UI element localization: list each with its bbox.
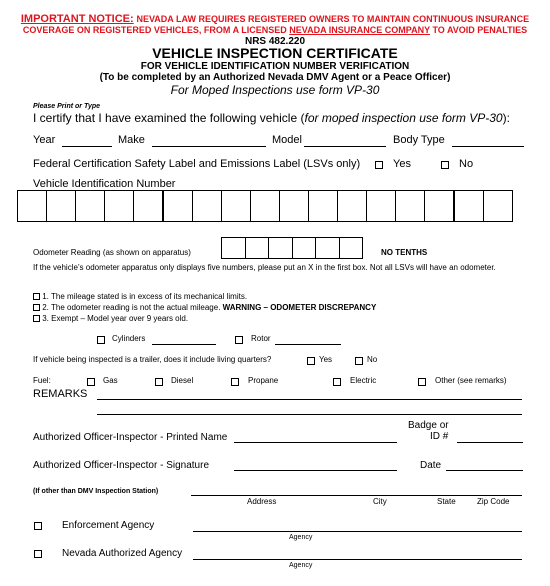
model-field[interactable] bbox=[304, 146, 386, 147]
nevada-agency-caption: Agency bbox=[289, 562, 313, 569]
nevada-agency-label: Nevada Authorized Agency bbox=[62, 548, 183, 559]
moped-note: For Moped Inspections use form VP-30 bbox=[170, 83, 380, 97]
odometer-digit-box[interactable] bbox=[315, 237, 340, 259]
body-type-field[interactable] bbox=[452, 146, 524, 147]
enforcement-agency-checkbox[interactable] bbox=[34, 522, 42, 530]
nevada-agency-field[interactable] bbox=[193, 559, 522, 560]
fuel-propane-label: Propane bbox=[248, 376, 279, 385]
odometer-digit-box[interactable] bbox=[221, 237, 246, 259]
rotor-checkbox[interactable] bbox=[235, 336, 243, 344]
fuel-gas-checkbox[interactable] bbox=[87, 378, 95, 386]
make-label: Make bbox=[118, 134, 145, 146]
odometer-digit-box[interactable] bbox=[268, 237, 293, 259]
station-address-line[interactable] bbox=[191, 495, 522, 496]
completion-note: (To be completed by an Authorized Nevada DMV Agent or a Peace Officer) bbox=[99, 72, 451, 83]
page-subtitle: FOR VEHICLE IDENTIFICATION NUMBER VERIFICATION bbox=[140, 61, 410, 72]
certify-statement bbox=[33, 111, 510, 125]
trailer-question: If vehicle being inspected is a trailer, does it include living quarters? bbox=[33, 355, 272, 364]
odometer-digit-box[interactable] bbox=[245, 237, 270, 259]
trailer-no-label: No bbox=[367, 355, 378, 364]
lsv-yes-checkbox[interactable] bbox=[375, 161, 383, 169]
odometer-label: Odometer Reading (as shown on apparatus) bbox=[33, 248, 191, 257]
trailer-yes-label: Yes bbox=[319, 355, 333, 364]
fuel-other-checkbox[interactable] bbox=[418, 378, 426, 386]
date-field[interactable] bbox=[446, 470, 523, 471]
officer-signature-field[interactable] bbox=[234, 470, 397, 471]
cylinders-field[interactable] bbox=[152, 344, 216, 345]
notice-text-2a: COVERAGE ON REGISTERED VEHICLES, FROM A LICENSED bbox=[22, 25, 290, 35]
vin-char-box[interactable] bbox=[424, 190, 454, 222]
officer-printed-name-field[interactable] bbox=[234, 442, 397, 443]
fuel-electric-label: Electric bbox=[350, 376, 377, 385]
vin-char-box[interactable] bbox=[483, 190, 513, 222]
odometer-digit-box[interactable] bbox=[292, 237, 317, 259]
notice-text-2c: TO AVOID PENALTIES bbox=[429, 25, 528, 35]
vin-char-box[interactable] bbox=[46, 190, 76, 222]
enforcement-agency-label: Enforcement Agency bbox=[62, 520, 155, 531]
nevada-agency-checkbox[interactable] bbox=[34, 550, 42, 558]
odometer-discrepancy-warning: WARNING – ODOMETER DISCREPANCY bbox=[222, 303, 377, 312]
vin-char-box[interactable] bbox=[17, 190, 47, 222]
lsv-no-label: No bbox=[459, 158, 474, 170]
vin-char-box[interactable] bbox=[221, 190, 251, 222]
vin-char-box[interactable] bbox=[104, 190, 134, 222]
vin-char-box[interactable] bbox=[279, 190, 309, 222]
vin-label: Vehicle Identification Number bbox=[33, 178, 176, 190]
id-label: ID # bbox=[430, 431, 449, 442]
odometer-note: If the vehicle’s odometer apparatus only displays five numbers, please put an X in the first box. Not all LSVs will have an odometer. bbox=[33, 263, 496, 272]
badge-label: Badge or bbox=[408, 420, 449, 431]
odometer-option-2 bbox=[33, 303, 376, 312]
nrs-code: NRS 482.220 bbox=[244, 36, 306, 47]
insurance-notice-line1 bbox=[0, 13, 550, 25]
officer-printed-name-label: Authorized Officer-Inspector - Printed Name bbox=[33, 432, 228, 443]
notice-label: IMPORTANT NOTICE: bbox=[20, 13, 134, 25]
remarks-line-2[interactable] bbox=[97, 414, 522, 415]
option-1-checkbox[interactable] bbox=[33, 293, 40, 300]
vin-char-box[interactable] bbox=[395, 190, 425, 222]
certify-moped-form: for moped inspection use form VP-30 bbox=[304, 111, 503, 125]
state-caption: State bbox=[437, 497, 456, 506]
make-field[interactable] bbox=[152, 146, 266, 147]
zip-caption: Zip Code bbox=[477, 497, 510, 506]
lsv-yes-label: Yes bbox=[393, 158, 411, 170]
vin-char-box[interactable] bbox=[250, 190, 280, 222]
lsv-label: Federal Certification Safety Label and Emissions Label (LSVs only) bbox=[33, 158, 361, 170]
print-note: Please Print or Type bbox=[33, 103, 101, 110]
no-tenths-label: NO TENTHS bbox=[381, 248, 428, 257]
trailer-no-checkbox[interactable] bbox=[355, 357, 363, 365]
odometer-digit-box[interactable] bbox=[339, 237, 364, 259]
option-3-checkbox[interactable] bbox=[33, 315, 40, 322]
option-2-text: 2. The odometer reading is not the actual mileage. bbox=[42, 303, 223, 312]
fuel-diesel-label: Diesel bbox=[171, 376, 194, 385]
fuel-diesel-checkbox[interactable] bbox=[155, 378, 163, 386]
fuel-electric-checkbox[interactable] bbox=[333, 378, 341, 386]
certify-end: ): bbox=[502, 111, 510, 125]
option-3-text: 3. Exempt – Model year over 9 years old. bbox=[42, 314, 189, 323]
body-type-label: Body Type bbox=[393, 134, 445, 146]
year-field[interactable] bbox=[62, 146, 112, 147]
fuel-label: Fuel: bbox=[33, 376, 51, 385]
vin-char-box[interactable] bbox=[75, 190, 105, 222]
vin-char-box[interactable] bbox=[192, 190, 222, 222]
option-1-text: 1. The mileage stated is in excess of its mechanical limits. bbox=[42, 292, 248, 301]
enforcement-agency-field[interactable] bbox=[193, 531, 522, 532]
vin-char-box[interactable] bbox=[366, 190, 396, 222]
trailer-yes-checkbox[interactable] bbox=[307, 357, 315, 365]
notice-text-1: NEVADA LAW REQUIRES REGISTERED OWNERS TO MAINTAIN CONTINUOUS INSURANCE bbox=[136, 14, 530, 24]
enforcement-agency-caption: Agency bbox=[289, 534, 313, 541]
lsv-no-checkbox[interactable] bbox=[441, 161, 449, 169]
fuel-other-label: Other (see remarks) bbox=[435, 376, 507, 385]
odometer-option-1 bbox=[33, 292, 247, 301]
certify-text: I certify that I have examined the following vehicle ( bbox=[33, 111, 305, 125]
fuel-gas-label: Gas bbox=[103, 376, 118, 385]
vin-char-box[interactable] bbox=[163, 190, 193, 222]
date-label: Date bbox=[420, 460, 442, 471]
page-title: VEHICLE INSPECTION CERTIFICATE bbox=[152, 45, 398, 61]
year-label: Year bbox=[33, 134, 56, 146]
station-note: (If other than DMV Inspection Station) bbox=[33, 488, 159, 495]
remarks-label: REMARKS bbox=[33, 388, 88, 400]
city-caption: City bbox=[373, 497, 387, 506]
cylinders-label: Cylinders bbox=[112, 334, 146, 343]
rotor-field[interactable] bbox=[275, 344, 341, 345]
vin-char-box[interactable] bbox=[133, 190, 163, 222]
odometer-option-3 bbox=[33, 314, 188, 323]
fuel-propane-checkbox[interactable] bbox=[231, 378, 239, 386]
badge-id-field[interactable] bbox=[457, 442, 523, 443]
model-label: Model bbox=[272, 134, 302, 146]
vin-char-box[interactable] bbox=[337, 190, 367, 222]
officer-signature-label: Authorized Officer-Inspector - Signature bbox=[33, 460, 210, 471]
notice-insurance-company: NEVADA INSURANCE COMPANY bbox=[289, 25, 430, 35]
address-caption: Address bbox=[247, 497, 277, 506]
remarks-line-1[interactable] bbox=[97, 399, 522, 400]
vin-char-box[interactable] bbox=[308, 190, 338, 222]
rotor-label: Rotor bbox=[251, 334, 271, 343]
option-2-checkbox[interactable] bbox=[33, 304, 40, 311]
vin-char-box[interactable] bbox=[454, 190, 484, 222]
insurance-notice-line2 bbox=[0, 25, 550, 35]
cylinders-checkbox[interactable] bbox=[97, 336, 105, 344]
